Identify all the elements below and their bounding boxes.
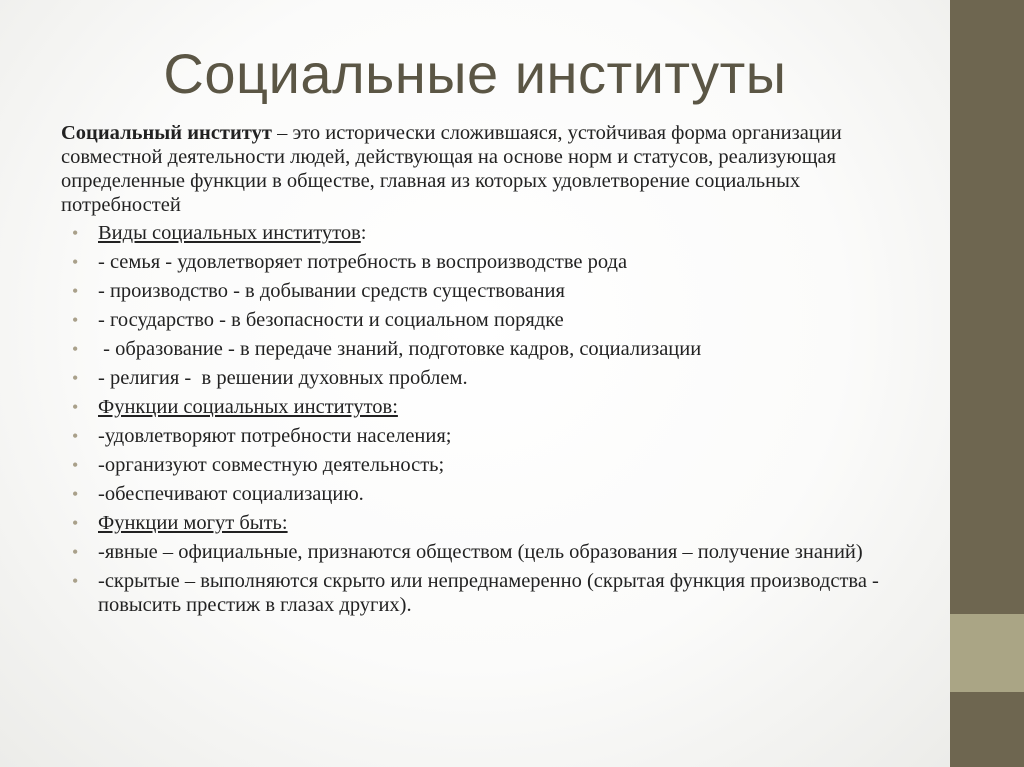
- list-item: [61, 511, 901, 535]
- list-item-text: -удовлетворяют потребности населения;: [98, 425, 452, 447]
- list-item-text: -явные – официальные, признаются обществом (цель образования – получение знаний): [98, 541, 863, 563]
- list-item: [61, 308, 901, 332]
- list-item-text: - государство - в безопасности и социальном порядке: [98, 309, 564, 331]
- bullet-icon: •: [72, 368, 79, 388]
- list-item-text: - образование - в передаче знаний, подготовке кадров, социализации: [98, 338, 702, 360]
- bullet-icon: •: [72, 513, 79, 533]
- bullet-icon: •: [72, 223, 79, 243]
- bullet-icon: •: [72, 542, 79, 562]
- list-item: [61, 250, 901, 274]
- list-item-text: - религия - в решении духовных проблем.: [98, 367, 468, 389]
- list-item-text: -организуют совместную деятельность;: [98, 454, 445, 476]
- list-item: [61, 279, 901, 303]
- section-heading-types: Виды социальных институтов: [98, 222, 361, 244]
- bullet-icon: •: [72, 426, 79, 446]
- list-item-text: -скрытые – выполняются скрыто или непреднамеренно (скрытая функция производства - повысить престиж в глазах других).: [98, 570, 879, 616]
- list-item: [61, 540, 901, 564]
- list-item-text: - производство - в добывании средств существования: [98, 280, 565, 302]
- list-item: [61, 569, 901, 617]
- list-item: [61, 453, 901, 477]
- definition-paragraph: [61, 121, 901, 217]
- bullet-icon: •: [72, 455, 79, 475]
- slide-content: [61, 121, 901, 622]
- bullet-icon: •: [72, 281, 79, 301]
- list-item: [61, 395, 901, 419]
- list-item: [61, 424, 901, 448]
- list-item: [61, 366, 901, 390]
- section-heading-functions: Функции социальных институтов:: [98, 396, 398, 418]
- bullet-icon: •: [72, 484, 79, 504]
- definition-term: Социальный институт: [61, 122, 272, 144]
- bullet-icon: •: [72, 310, 79, 330]
- list-item: [61, 221, 901, 245]
- side-decor-accent: [950, 614, 1024, 692]
- definition-text: – это исторически сложившаяся, устойчивая форма организации совместной деятельности людей, действующая на основе норм и статусов, реализующая определенные функции в обществе, главная из которых удовлетворение социальных потребностей: [61, 122, 842, 216]
- bullet-icon: •: [72, 397, 79, 417]
- slide-title: Социальные институты: [163, 42, 787, 105]
- section-heading-can-be: Функции могут быть:: [98, 512, 288, 534]
- bullet-icon: •: [72, 571, 79, 591]
- list-item-text: -обеспечивают социализацию.: [98, 483, 364, 505]
- list-item-text: - семья - удовлетворяет потребность в воспроизводстве рода: [98, 251, 628, 273]
- heading-suffix: :: [360, 222, 367, 244]
- list-item: [61, 337, 901, 361]
- bullet-icon: •: [72, 252, 79, 272]
- list-item: [61, 482, 901, 506]
- bullet-icon: •: [72, 339, 79, 359]
- bullet-list: [61, 221, 901, 617]
